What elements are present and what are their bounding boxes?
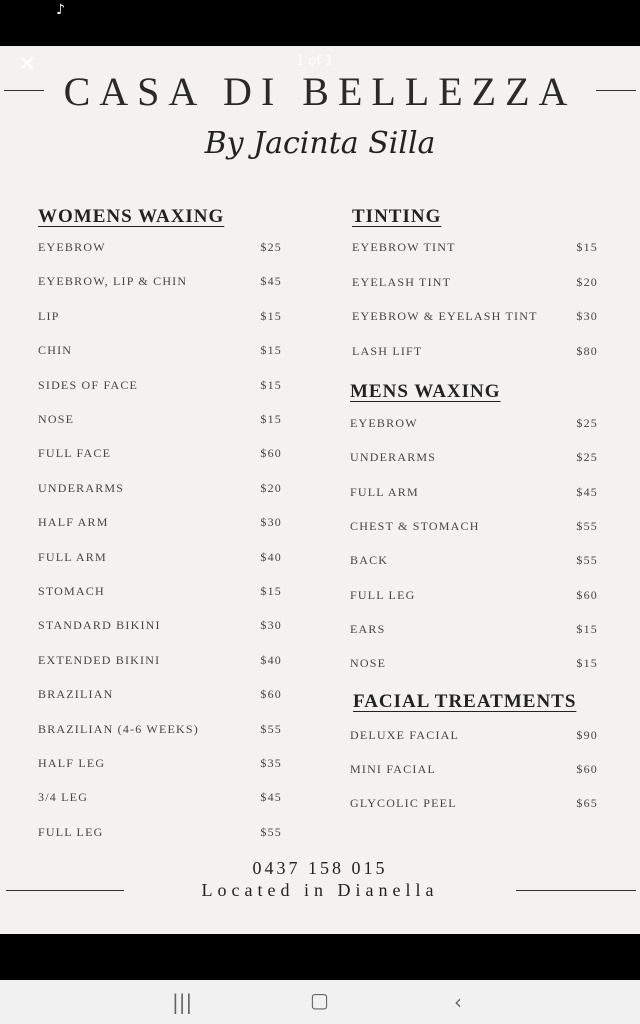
menu-item-price: $90 [576,728,598,742]
menu-item-price: $55 [576,553,598,568]
menu-item-price: $15 [260,308,282,323]
menu-item-name: BRAZILIAN (4-6 WEEKS) [38,721,199,736]
menu-item-name: EYELASH TINT [352,274,452,289]
menu-item-price: $15 [576,621,598,636]
menu-item [38,481,282,501]
menu-item-name: FULL FACE [38,446,112,461]
menu-item-price: $15 [260,343,282,358]
menu-item-name: NOSE [350,656,387,671]
menu-item-name: UNDERARMS [350,450,437,465]
menu-item-name: EXTENDED BIKINI [38,652,161,667]
tinting-title: TINTING [352,206,442,227]
menu-item-price: $25 [260,240,282,254]
menu-item [38,274,282,294]
menu-item-price: $60 [260,687,282,702]
menu-item-name: LASH LIFT [352,343,423,358]
menu-item [38,550,282,570]
menu-item-price: $40 [260,652,282,667]
menu-item-name: CHIN [38,343,73,358]
image-viewer[interactable] [0,46,640,934]
menu-item-name: STOMACH [38,584,105,598]
menu-item-price: $15 [260,584,282,598]
menu-item [350,622,598,642]
menu-item [38,515,282,535]
menu-item-name: EYEBROW, LIP & CHIN [38,274,188,289]
menu-item-price: $60 [260,446,282,461]
menu-item [38,584,282,604]
menu-item [350,656,598,676]
menu-item-price: $15 [260,412,282,426]
menu-item-name: LIP [38,308,60,323]
menu-item-name: FULL LEG [350,587,416,602]
menu-item-name: BACK [350,553,389,568]
menu-item [38,343,282,363]
menu-item-name: BRAZILIAN [38,687,114,702]
menu-item [38,446,282,466]
menu-item-price: $45 [260,790,282,805]
menu-item-price: $65 [576,796,598,811]
menu-item-name: GLYCOLIC PEEL [350,796,457,811]
menu-item-price: $25 [576,416,598,430]
menu-item-name: UNDERARMS [38,480,125,495]
menu-item-name: SIDES OF FACE [38,377,139,392]
menu-item-price: $15 [576,240,598,254]
menu-item [352,344,598,364]
menu-item-price: $55 [260,824,282,839]
menu-item-name: 3/4 LEG [38,790,89,805]
recents-icon[interactable]: ||| [172,990,193,1014]
menu-item-price: $55 [260,721,282,736]
mens-waxing-title: MENS WAXING [350,381,501,402]
menu-item-name: EYEBROW & EYELASH TINT [352,309,538,323]
menu-item [350,728,598,748]
menu-item-name: DELUXE FACIAL [350,728,460,742]
page-counter: 1 of 1 [296,54,334,69]
menu-item [38,618,282,638]
menu-item-name: EARS [350,621,386,636]
menu-item-price: $20 [576,274,598,289]
menu-item-price: $30 [576,309,598,323]
menu-item [350,485,598,505]
menu-item-name: EYEBROW [350,416,418,430]
menu-item [350,416,598,436]
system-nav-bar [0,980,640,1024]
menu-item [352,275,598,295]
menu-item-name: EYEBROW [38,240,106,254]
menu-item [38,412,282,432]
menu-item [350,796,598,816]
menu-item-name: EYEBROW TINT [352,240,456,254]
back-icon[interactable]: ‹ [454,990,462,1014]
menu-item [38,687,282,707]
menu-item [350,588,598,608]
menu-item-price: $60 [576,762,598,777]
brand-title: CASA DI BELLEZZA [63,69,577,114]
bottom-spacer [0,934,640,980]
menu-item-price: $40 [260,549,282,564]
menu-item-price: $45 [576,484,598,499]
menu-item [38,378,282,398]
menu-item-name: STANDARD BIKINI [38,618,161,633]
menu-item [38,756,282,776]
womens-waxing-title: WOMENS WAXING [38,206,225,227]
menu-item-price: $60 [576,587,598,602]
menu-item-price: $30 [260,515,282,530]
menu-item-name: HALF ARM [38,515,109,530]
menu-item [350,519,598,539]
menu-item [38,240,282,260]
menu-item-name: MINI FACIAL [350,762,436,777]
menu-item [352,309,598,329]
menu-item-price: $80 [576,343,598,358]
status-bar [0,0,640,46]
menu-item-name: CHEST & STOMACH [350,518,480,533]
menu-item-price: $35 [260,756,282,770]
menu-item-price: $15 [576,656,598,671]
menu-item-name: HALF LEG [38,756,106,770]
menu-item-price: $45 [260,274,282,289]
menu-item [38,790,282,810]
menu-item-name: FULL ARM [350,484,419,499]
menu-item-price: $20 [260,480,282,495]
menu-item [38,722,282,742]
menu-item [350,553,598,573]
menu-item-name: FULL ARM [38,549,107,564]
menu-item-price: $15 [260,377,282,392]
phone-number: 0437 158 015 [252,858,388,878]
menu-item-name: NOSE [38,412,75,426]
home-icon[interactable]: ▢ [310,988,329,1012]
signature: By Jacinta Silla [204,126,436,161]
menu-item [350,450,598,470]
facial-treatments-title: FACIAL TREATMENTS [353,691,577,712]
menu-item [38,825,282,845]
menu-item [38,309,282,329]
menu-item-price: $55 [576,518,598,533]
menu-item [350,762,598,782]
menu-item-price: $30 [260,618,282,633]
menu-item [352,240,598,260]
close-icon[interactable]: ✕ [18,52,37,77]
menu-item [38,653,282,673]
menu-item-price: $25 [576,450,598,465]
location: Located in Dianella [201,880,439,900]
menu-item-name: FULL LEG [38,824,104,839]
tiktok-icon: ♪ [56,2,65,18]
